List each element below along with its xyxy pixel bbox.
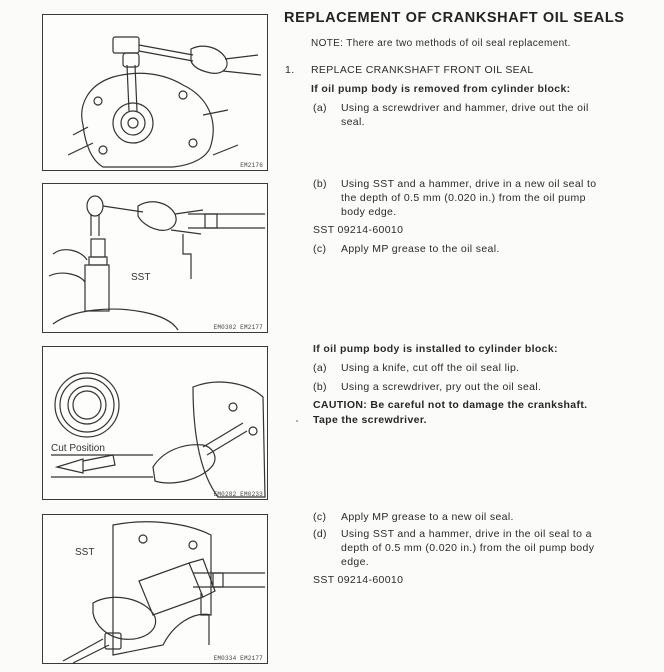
figure-cut-pry-seal xyxy=(42,346,268,500)
page-title: REPLACEMENT OF CRANKSHAFT OIL SEALS xyxy=(284,10,625,26)
figure-code: EM0334 EM2177 xyxy=(213,655,263,662)
figure-drive-out-seal-drawing xyxy=(43,15,267,170)
method-a-item-c xyxy=(313,242,500,256)
item-text xyxy=(341,527,594,569)
step-number: 1. xyxy=(285,64,295,76)
scan-speck xyxy=(296,420,298,422)
item-line: Using SST and a hammer, drive in a new oil seal to xyxy=(341,178,597,190)
item-text: Using a knife, cut off the oil seal lip. xyxy=(341,362,520,374)
method-a-sst: SST 09214-60010 xyxy=(313,224,404,236)
method-a-item-b xyxy=(313,177,596,219)
item-line: Using SST and a hammer, drive in the oil seal to a xyxy=(341,528,592,540)
method-a-item-a xyxy=(313,101,589,129)
item-text: Apply MP grease to the oil seal. xyxy=(341,243,500,255)
item-text xyxy=(341,101,589,129)
item-line: Using a screwdriver and hammer, drive out the oil xyxy=(341,102,589,114)
item-text xyxy=(341,177,596,219)
method-b-item-a xyxy=(313,361,519,375)
item-line: seal. xyxy=(341,116,365,128)
figure-cut-pry-seal-drawing xyxy=(43,347,267,499)
figure-install-seal-drawing xyxy=(43,515,267,663)
method-b-item-d xyxy=(313,527,594,569)
item-label: (b) xyxy=(313,381,327,393)
sst-label: SST xyxy=(131,272,151,283)
method-b-condition: If oil pump body is installed to cylinder block: xyxy=(313,343,558,355)
item-label: (c) xyxy=(313,243,327,255)
item-line: the depth of 0.5 mm (0.020 in.) from the oil pump xyxy=(341,192,586,204)
item-line: edge. xyxy=(341,556,370,568)
item-line: body edge. xyxy=(341,206,397,218)
item-label: (b) xyxy=(313,178,327,190)
sst-label: SST xyxy=(75,547,95,558)
figure-install-seal xyxy=(42,514,268,664)
figure-code: EM0302 EM2177 xyxy=(213,324,263,331)
item-label: (a) xyxy=(313,102,327,114)
figure-drive-out-seal xyxy=(42,14,268,171)
method-a-condition: If oil pump body is removed from cylinder block: xyxy=(311,83,571,95)
step-heading: REPLACE CRANKSHAFT FRONT OIL SEAL xyxy=(311,64,534,76)
caution-line-2: Tape the screwdriver. xyxy=(313,414,427,426)
item-label: (c) xyxy=(313,511,327,523)
cut-position-label: Cut Position xyxy=(51,443,105,454)
item-line: depth of 0.5 mm (0.020 in.) from the oil pump body xyxy=(341,542,595,554)
figure-drive-in-seal xyxy=(42,183,268,333)
item-label: (d) xyxy=(313,528,327,540)
item-text: Using a screwdriver, pry out the oil seal. xyxy=(341,381,542,393)
caution-line-1: CAUTION: Be careful not to damage the crankshaft. xyxy=(313,399,588,411)
figure-code: EM2176 xyxy=(240,162,263,169)
figure-code: EM0282 EM0233 xyxy=(213,491,263,498)
method-b-item-b xyxy=(313,380,541,394)
item-label: (a) xyxy=(313,362,327,374)
note: NOTE: There are two methods of oil seal replacement. xyxy=(311,38,571,49)
figure-drive-in-seal-drawing xyxy=(43,184,267,332)
method-b-item-c xyxy=(313,510,514,524)
method-b-sst: SST 09214-60010 xyxy=(313,574,404,586)
item-text: Apply MP grease to a new oil seal. xyxy=(341,511,514,523)
